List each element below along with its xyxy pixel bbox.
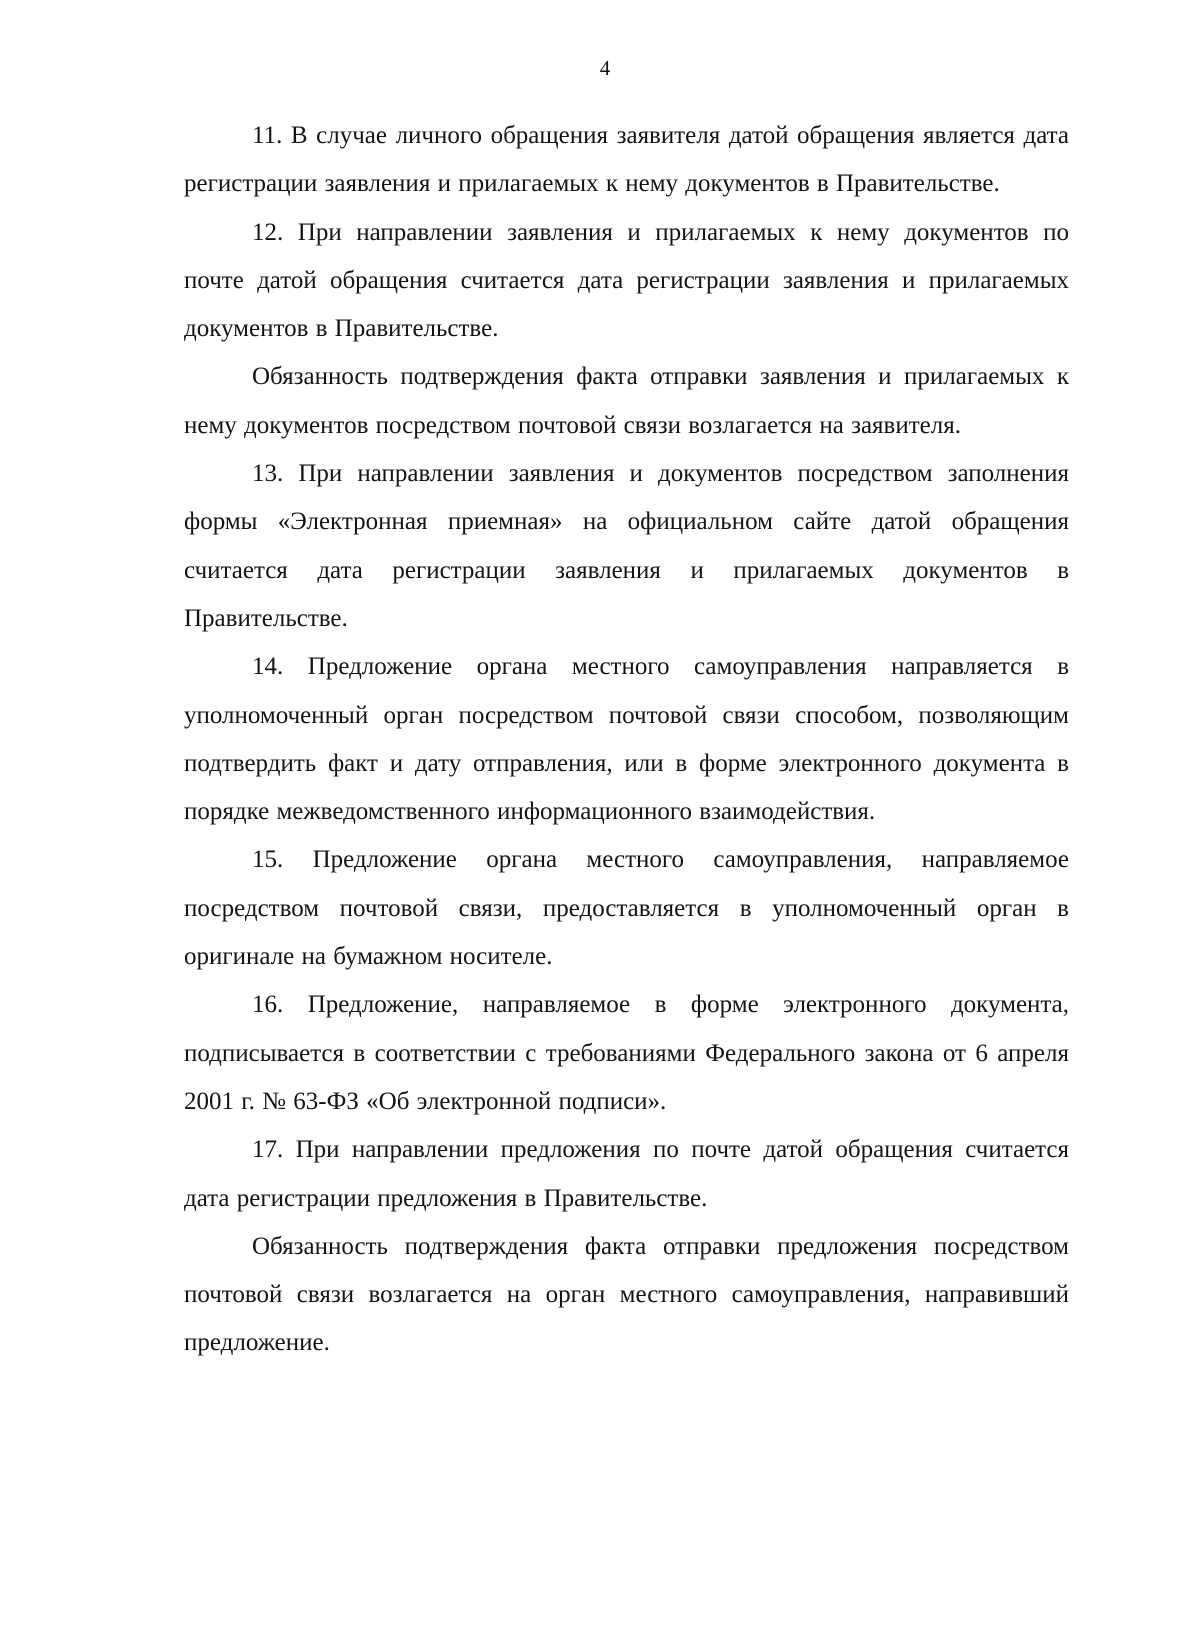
paragraph-15: 15. Предложение органа местного самоуправления, направляемое посредством почтовой связи, предоставляется в уполномоченный орган в оригинале на бумажном носителе. — [184, 846, 1069, 971]
paragraph-17: 17. При направлении предложения по почте датой обращения считается дата регистрации предложения в Правительстве. — [184, 1136, 1069, 1212]
paragraph-11: 11. В случае личного обращения заявителя датой обращения является дата регистрации заявления и прилагаемых к нему документов в Правительстве. — [184, 122, 1069, 198]
page-number: 4 — [599, 56, 611, 80]
paragraph-14: 14. Предложение органа местного самоуправления направляется в уполномоченный орган посредством почтовой связи способом, позволяющим подтвердить факт и дату отправления, или в форме электронного документа в порядке межведомственного информационного взаимодействия. — [184, 653, 1069, 826]
paragraph-13: 13. При направлении заявления и документов посредством заполнения формы «Электронная приемная» на официальном сайте датой обращения считается дата регистрации заявления и прилагаемых документов в Правительстве. — [184, 460, 1069, 632]
paragraph-16: 16. Предложение, направляемое в форме электронного документа, подписывается в соответствии с требованиями Федерального закона от 6 апреля 2001 г. № 63-ФЗ «Об электронной подписи». — [184, 991, 1069, 1115]
paragraph-12-obligation: Обязанность подтверждения факта отправки заявления и прилагаемых к нему документов посредством почтовой связи возлагается на заявителя. — [184, 363, 1069, 439]
paragraph-12: 12. При направлении заявления и прилагаемых к нему документов по почте датой обращения считается дата регистрации заявления и прилагаемых документов в Правительстве. — [184, 218, 1069, 343]
document-body — [184, 112, 1069, 1368]
paragraph-17-obligation: Обязанность подтверждения факта отправки предложения посредством почтовой связи возлагается на орган местного самоуправления, направивший предложение. — [184, 1232, 1069, 1357]
